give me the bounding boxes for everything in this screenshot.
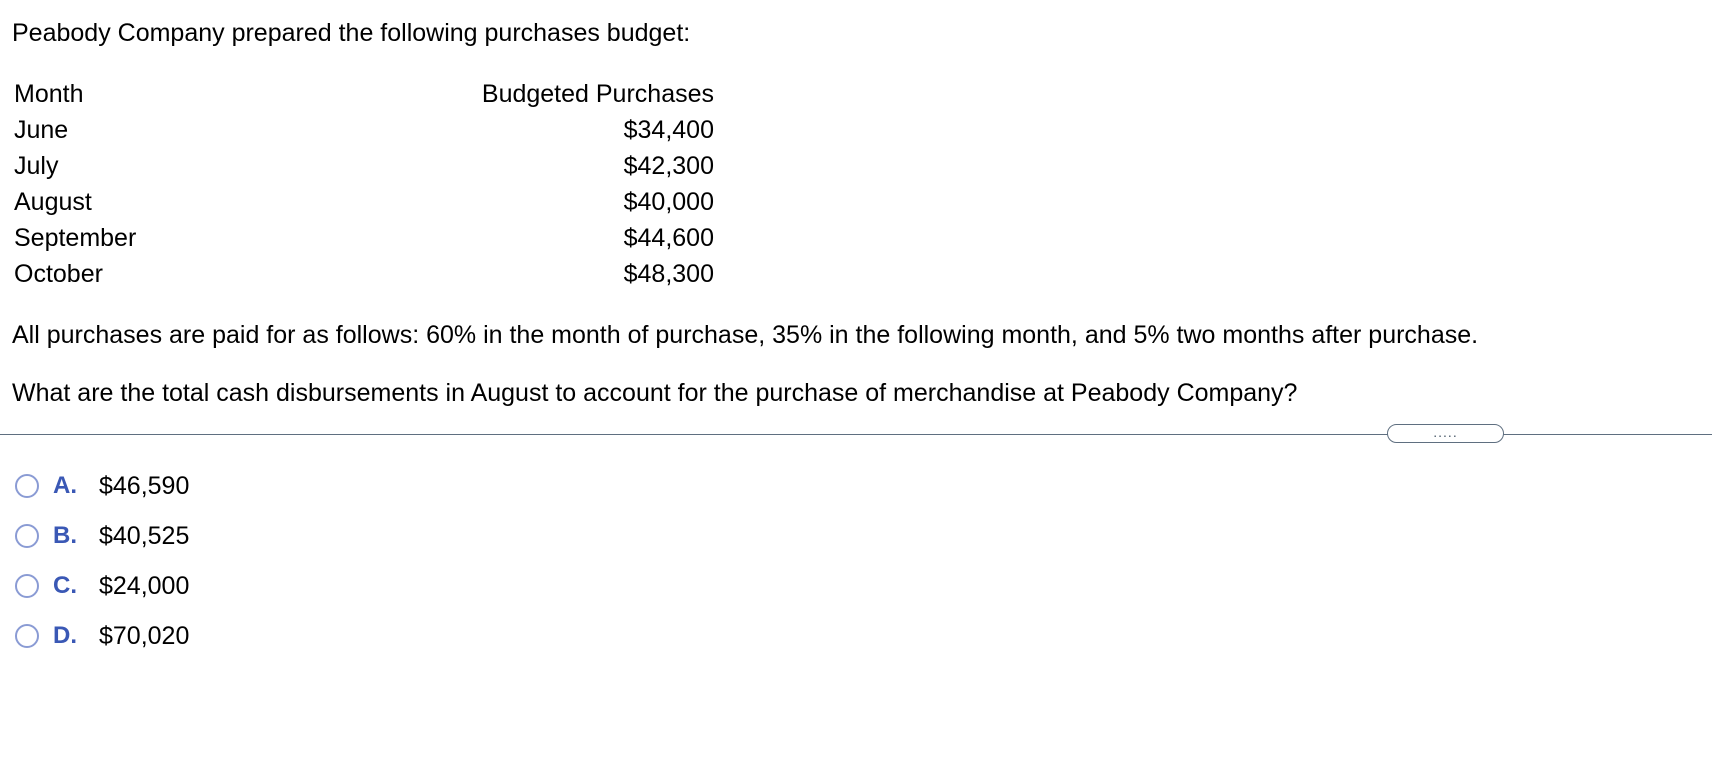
option-letter: A. [53, 472, 77, 499]
table-header-row [14, 76, 714, 112]
option-value: $24,000 [99, 571, 190, 600]
option-a[interactable] [15, 466, 189, 506]
option-letter: B. [53, 522, 77, 549]
payment-terms-text: All purchases are paid for as follows: 60% in the month of purchase, 35% in the following month, and 5% two months after purchase. [12, 321, 1479, 349]
month-cell: September [14, 224, 137, 252]
radio-button-icon[interactable] [15, 624, 39, 648]
answer-options [15, 466, 189, 666]
option-c[interactable] [15, 566, 189, 606]
amount-cell: $40,000 [623, 188, 714, 216]
option-value: $70,020 [99, 621, 190, 650]
month-cell: August [14, 188, 92, 216]
question-intro: Peabody Company prepared the following purchases budget: [12, 19, 691, 47]
table-row [14, 220, 714, 256]
radio-button-icon[interactable] [15, 524, 39, 548]
table-row [14, 256, 714, 292]
option-value: $46,590 [99, 471, 190, 500]
table-row [14, 112, 714, 148]
month-cell: June [14, 116, 69, 144]
month-cell: July [14, 152, 59, 180]
option-d[interactable] [15, 616, 189, 656]
budgeted-purchases-column-header: Budgeted Purchases [481, 80, 714, 108]
option-letter: C. [53, 572, 77, 599]
option-b[interactable] [15, 516, 189, 556]
amount-cell: $34,400 [623, 116, 714, 144]
option-value: $40,525 [99, 521, 190, 550]
month-cell: October [14, 260, 103, 288]
amount-cell: $44,600 [623, 224, 714, 252]
question-prompt: What are the total cash disbursements in August to account for the purchase of merchandise at Peabody Company? [12, 379, 1298, 407]
radio-button-icon[interactable] [15, 574, 39, 598]
radio-button-icon[interactable] [15, 474, 39, 498]
option-letter: D. [53, 622, 77, 649]
table-row [14, 184, 714, 220]
amount-cell: $48,300 [623, 260, 714, 288]
month-column-header: Month [14, 80, 84, 108]
amount-cell: $42,300 [623, 152, 714, 180]
table-row [14, 148, 714, 184]
expand-handle-button[interactable]: ..... [1387, 424, 1504, 443]
purchases-budget-table [14, 76, 714, 292]
